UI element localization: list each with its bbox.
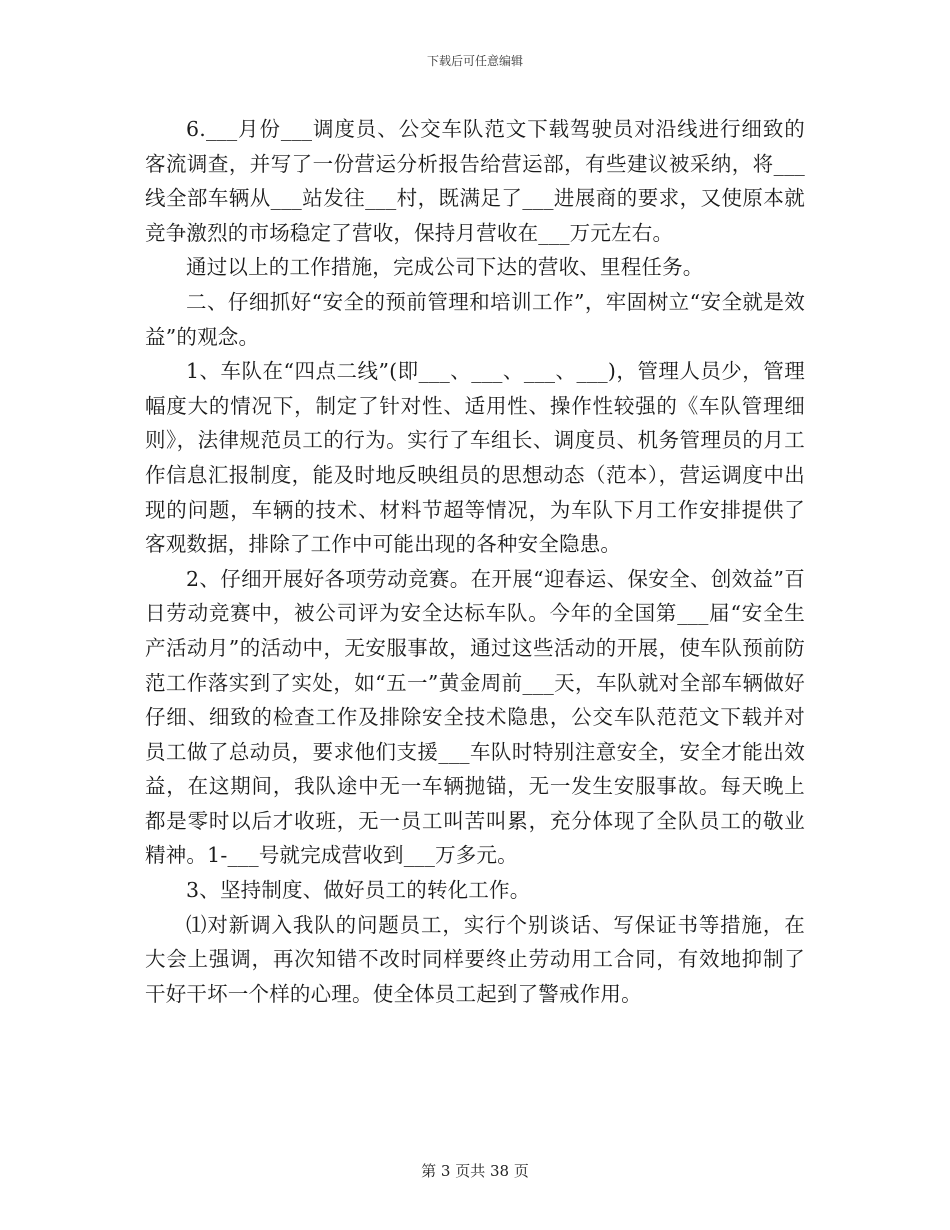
paragraph-item-6: 6.___月份___调度员、公交车队范文下载驾驶员对沿线进行细致的客流调查，并写了一份营运分析报告给营运部，有些建议被采纳，将___线全部车辆从___站发往___村，既满足了___进展商的要求，又使原本就竞争激烈的市场稳定了营收，保持月营收在___万元左右。 — [145, 117, 805, 245]
paragraph-item-1: 1、车队在“四点二线”(即___、___、___、___)，管理人员少，管理幅度大的情况下，制定了针对性、适用性、操作性较强的《车队管理细则》，法律规范员工的行为。实行了车组长、调度员、机务管理员的月工作信息汇报制度，能及时地反映组员的思想动态（范本），营运调度中出现的问题，车辆的技术、材料节超等情况，为车队下月工作安排提供了客观数据，排除了工作中可能出现的各种安全隐患。 — [145, 359, 805, 557]
paragraph-subitem-1: ⑴对新调入我队的问题员工，实行个别谈话、写保证书等措施，在大会上强调，再次知错不改时同样要终止劳动用工合同，有效地抑制了干好干坏一个样的心理。使全体员工起到了警戒作用。 — [145, 912, 805, 1006]
paragraph-item-2: 2、仔细开展好各项劳动竞赛。在开展“迎春运、保安全、创效益”百日劳动竞赛中，被公司评为安全达标车队。今年的全国第___届“安全生产活动月”的活动中，无安服事故，通过这些活动的开展，使车队预前防范工作落实到了实处，如“五一”黄金周前___天，车队就对全部车辆做好仔细、细致的检查工作及排除安全技术隐患，公交车队范范文下载并对员工做了总动员，要求他们支援___车队时特别注意安全，安全才能出效益，在这期间，我队途中无一车辆抛锚，无一发生安服事故。每天晚上都是零时以后才收班，无一员工叫苦叫累，充分体现了全队员工的敬业精神。1-___号就完成营收到___万多元。 — [145, 566, 805, 868]
section-heading-2: 二、仔细抓好“安全的预前管理和培训工作”，牢固树立“安全就是效益”的观念。 — [145, 289, 805, 349]
paragraph-summary: 通过以上的工作措施，完成公司下达的营收、里程任务。 — [186, 255, 704, 280]
document-body — [145, 112, 805, 1011]
paragraph-item-3: 3、坚持制度、做好员工的转化工作。 — [186, 878, 531, 903]
page-header: 下载后可任意编辑 — [426, 54, 523, 68]
page-footer: 第 3 页共 38 页 — [421, 1162, 529, 1180]
